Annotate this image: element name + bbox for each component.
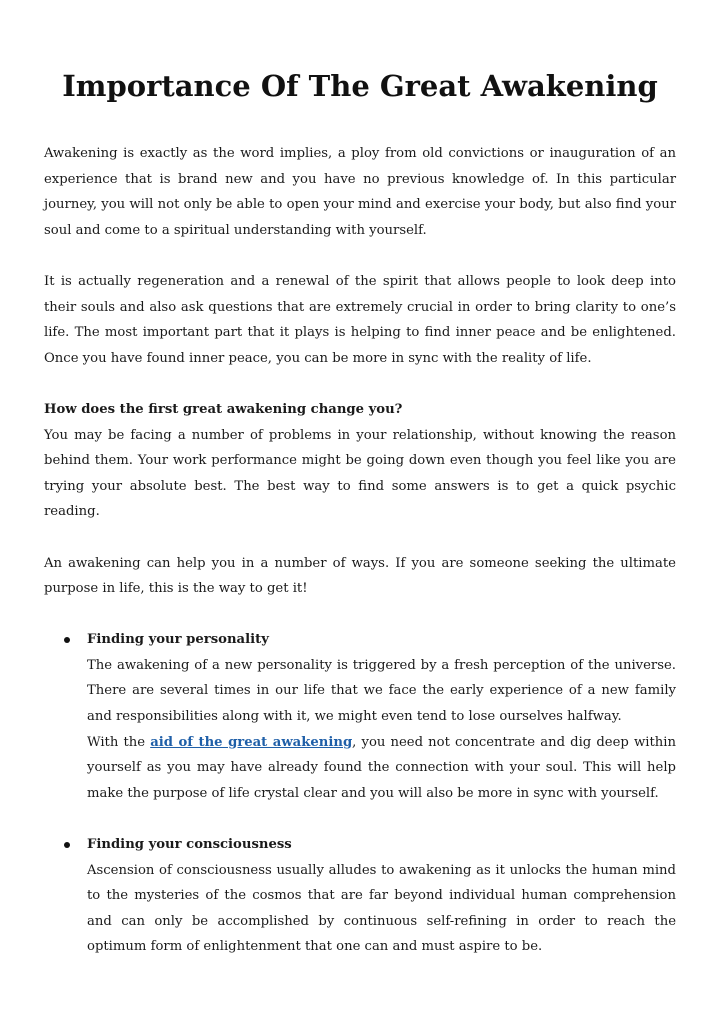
page-title: Importance Of The Great Awakening [62,69,658,103]
bullet-heading: Finding your personality [87,632,269,648]
section-heading: How does the first great awakening change you? [44,401,403,417]
bullet-list [44,832,676,960]
bullet-list [44,627,676,806]
link-prefix: With the [87,734,151,750]
article-body [44,141,676,960]
spacer [44,806,676,832]
great-awakening-link[interactable]: aid of the great awakening [150,734,353,750]
spacer [44,371,676,397]
bullet-text: Ascension of consciousness usually alludes to awakening as it unlocks the human mind to the mysteries of the cosmos that are far beyond individual human comprehension and can only be accomplished by continuous self-refining in order to reach the optimum form of enlightenment that one can and must aspire to be. [87,862,676,955]
list-item-personality [44,627,676,806]
bullet-text: The awakening of a new personality is triggered by a fresh perception of the universe. There are several times in our life that we face the early experience of a new family and responsibilities along with it, we might even tend to lose ourselves halfway. [87,657,676,725]
regeneration-paragraph: It is actually regeneration and a renewal of the spirit that allows people to look deep into their souls and also ask questions that are extremely crucial in order to bring clarity to one’s life. The most important part that it plays is helping to find inner peace and be enlightened. Once you have found inner peace, you can be more in sync with the reality of life. [44,273,676,366]
bullet-heading: Finding your consciousness [87,837,292,853]
ways-paragraph: An awakening can help you in a number of ways. If you are someone seeking the ultimate purpose in life, this is the way to get it! [44,555,676,597]
spacer [44,602,676,628]
bullet-icon [64,842,70,848]
bullet-icon [64,637,70,643]
spacer [44,243,676,269]
link-suffix: , you need not concentrate and dig deep within yourself as you may have already found the connection with your soul. This will help make the purpose of life crystal clear and you will also be more in sync with yourself. [87,734,676,801]
list-item-consciousness [44,832,676,960]
intro-paragraph: Awakening is exactly as the word implies, a ploy from old convictions or inauguration of an experience that is brand new and you have no previous knowledge of. In this particular journey, you will not only be able to open your mind and exercise your body, but also find your soul and come to a spiritual understanding with yourself. [44,146,676,238]
problems-paragraph: You may be facing a number of problems in your relationship, without knowing the reason behind them. Your work performance might be going down even though you feel like you are trying your absolute best. The best way to find some answers is to get a quick psychic reading. [44,427,676,520]
bullet-link-paragraph [87,730,676,807]
spacer [44,525,676,551]
